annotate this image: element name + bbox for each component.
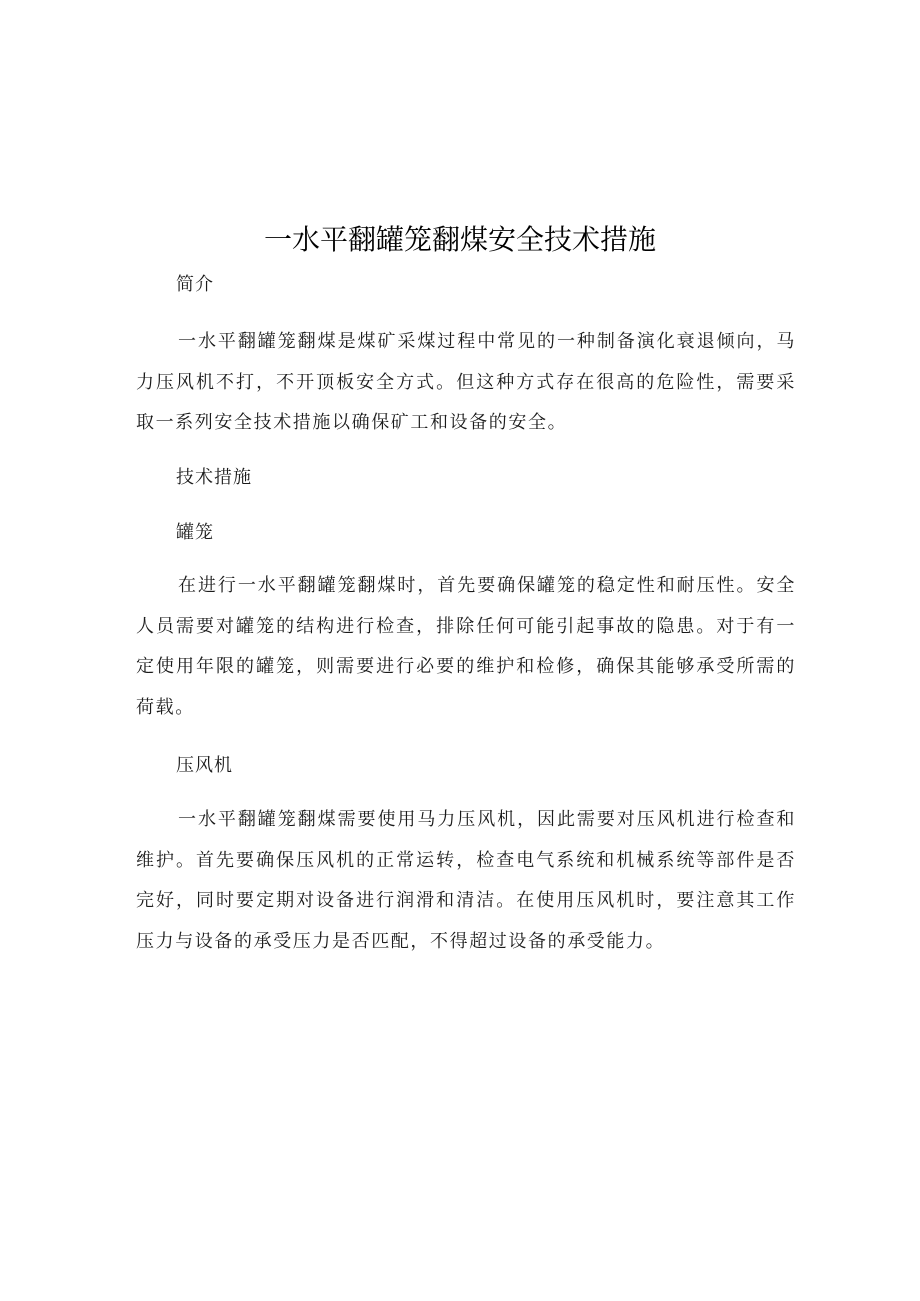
air-compressor-paragraph: 一水平翻罐笼翻煤需要使用马力压风机，因此需要对压风机进行检查和维护。首先要确保压风机的正常运转，检查电气系统和机械系统等部件是否完好，同时要定期对设备进行润滑和清洁。在使用压风机时，要注意其工作压力与设备的承受压力是否匹配，不得超过设备的承受能力。 (136, 809, 796, 953)
cage-paragraph: 在进行一水平翻罐笼翻煤时，首先要确保罐笼的稳定性和耐压性。安全人员需要对罐笼的结构进行检查，排除任何可能引起事故的隐患。对于有一定使用年限的罐笼，则需要进行必要的维护和检修，确保其能够承受所需的荷载。 (136, 575, 796, 719)
document-title: 一水平翻罐笼翻煤安全技术措施 (263, 223, 656, 256)
section-heading-technical-measures: 技术措施 (176, 467, 252, 488)
section-heading-intro: 简介 (176, 274, 214, 295)
intro-paragraph: 一水平翻罐笼翻煤是煤矿采煤过程中常见的一种制备演化衰退倾向，马力压风机不打，不开顶板安全方式。但这种方式存在很高的危险性，需要采取一系列安全技术措施以确保矿工和设备的安全。 (136, 331, 796, 434)
section-heading-air-compressor: 压风机 (176, 755, 233, 776)
section-heading-cage: 罐笼 (176, 522, 214, 543)
